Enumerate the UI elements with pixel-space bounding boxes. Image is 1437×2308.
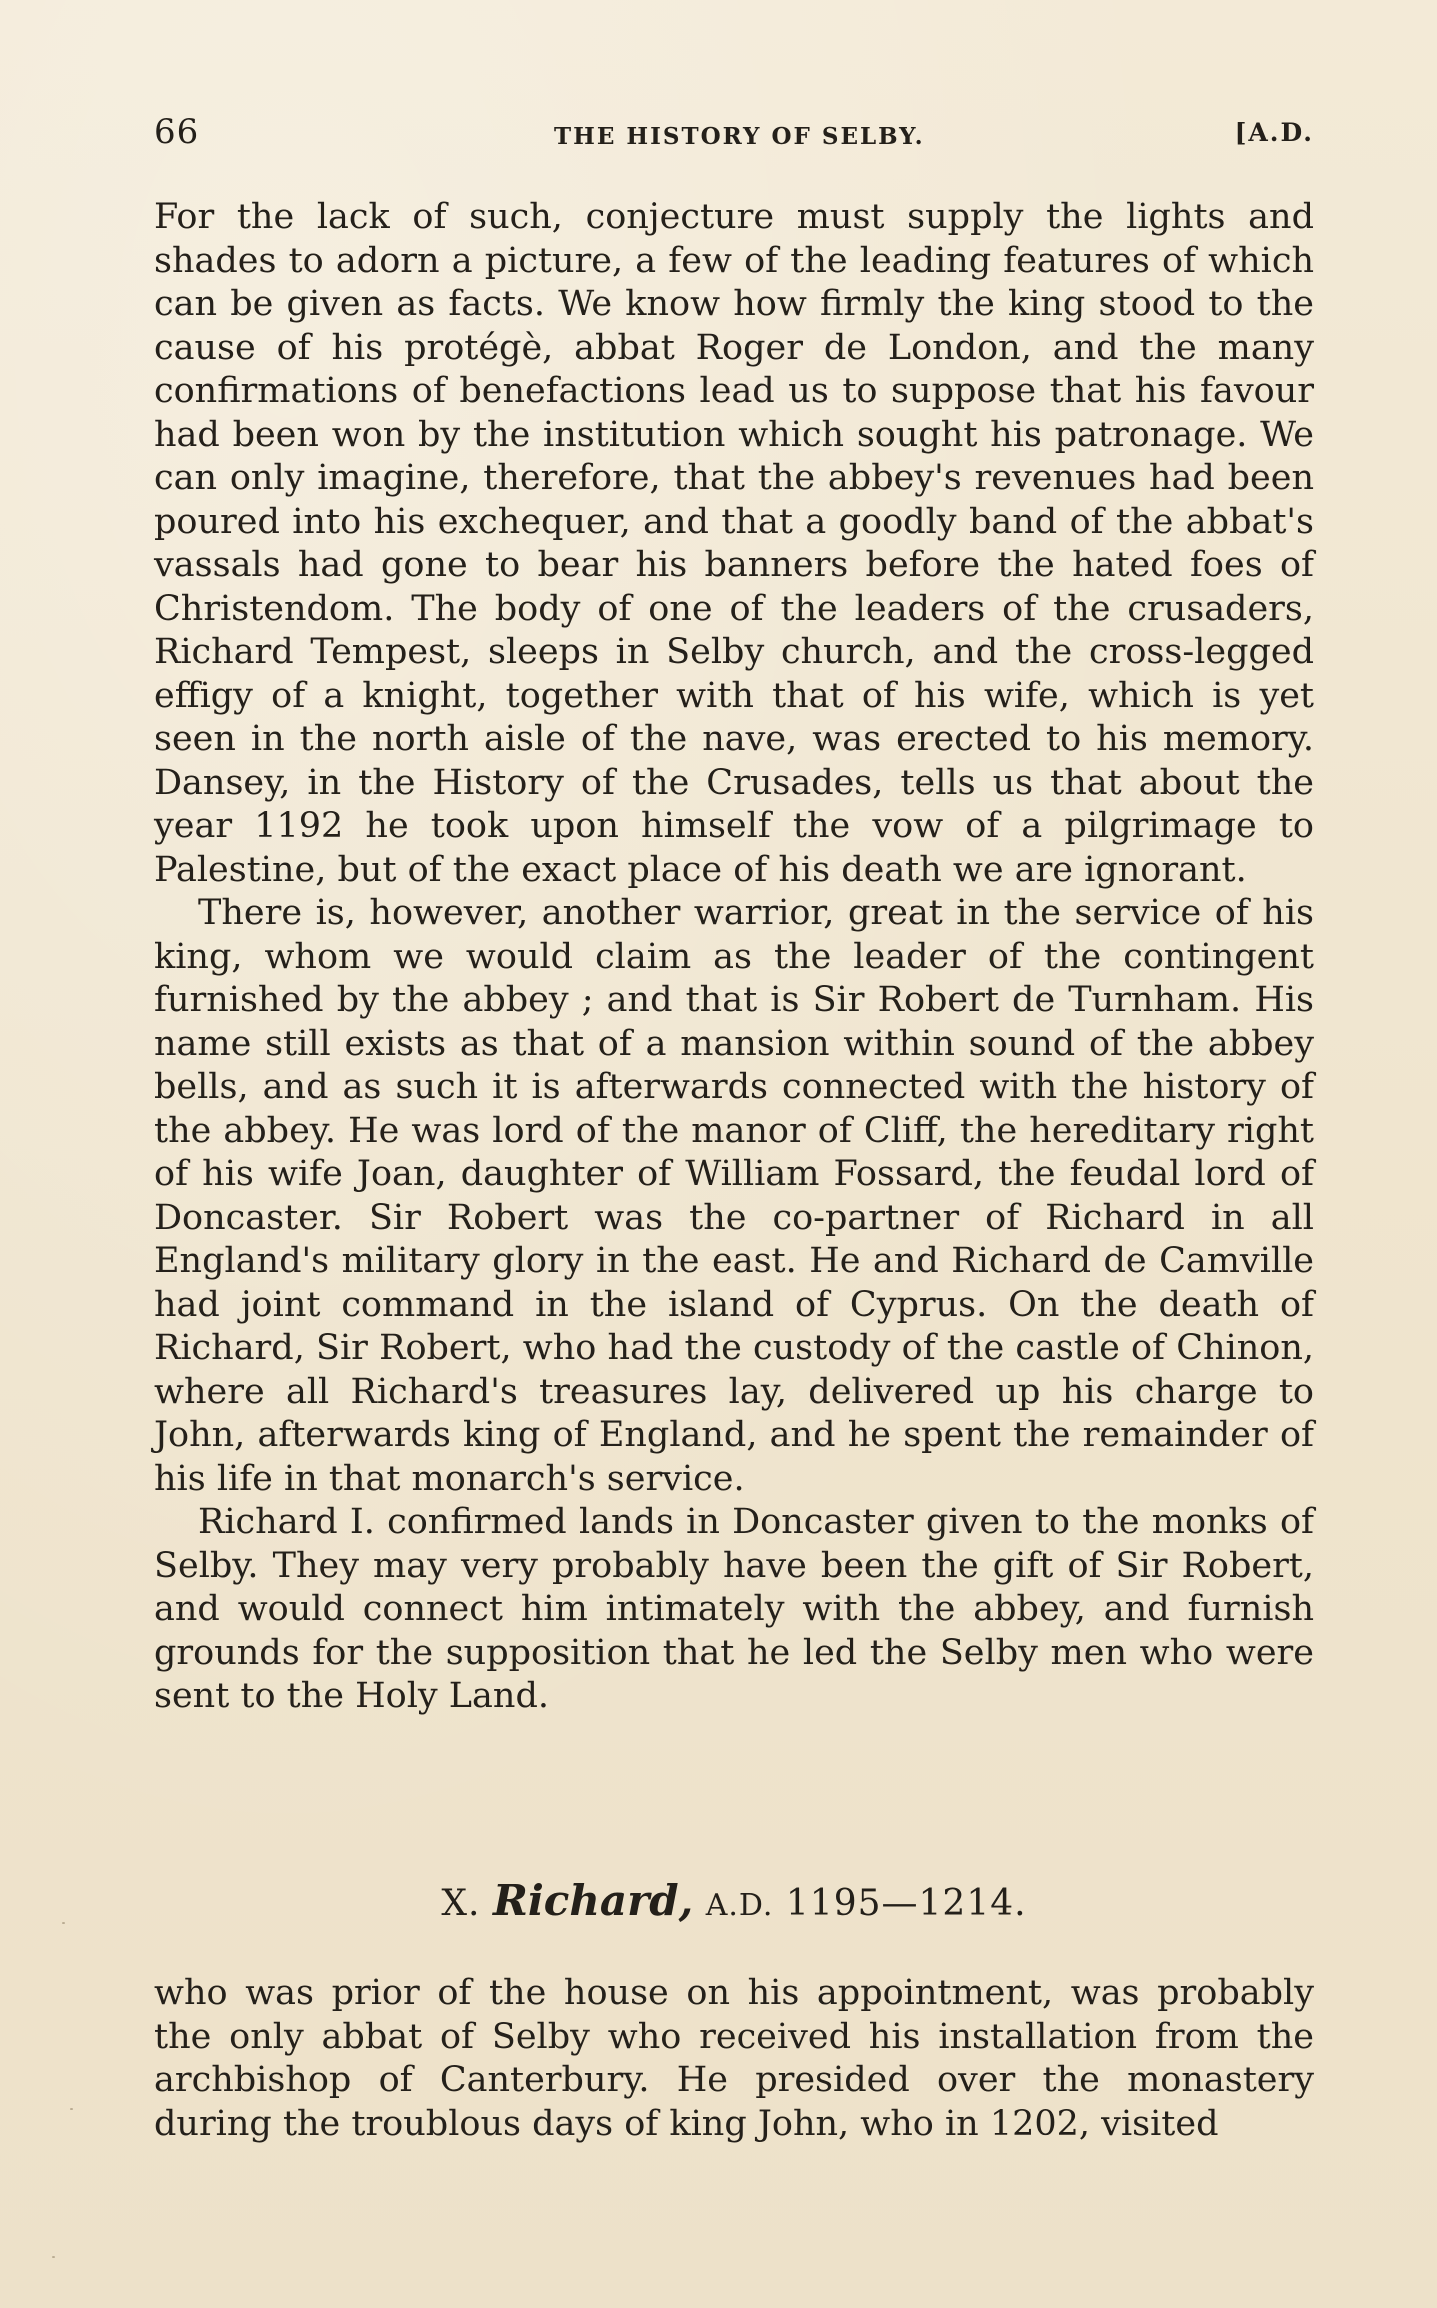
section-era: A.D. (705, 1888, 774, 1923)
section-heading (154, 1876, 1314, 1925)
paragraph-doncaster-lands: Richard I. confirmed lands in Doncaster given to the monks of Selby. They may very probably have been the gift of Sir Robert, and would connect him intimately with the abbey, and furnish grounds for the supposition that he led the Selby men who were sent to the Holy Land. (154, 1502, 1314, 1716)
section-name: Richard, (492, 1876, 694, 1925)
section-text (154, 1972, 1314, 2146)
running-head (154, 112, 1314, 162)
paragraph-robert-de-turnham: There is, however, another warrior, great in the service of his king, whom we would claim as the leader of the contingent furnished by the abbey ; and that is Sir Robert de Turnham. His name still exists as that of a mansion within sound of the abbey bells, and as such it is afterwards connected with the history of the abbey. He was lord of the manor of Cliff, the hereditary right of his wife Joan, daughter of William Fossard, the feudal lord of Doncaster. Sir Robert was the co-partner of Richard in all England's military glory in the east. He and Richard de Camville had joint command in the island of Cyprus. On the death of Richard, Sir Robert, who had the custody of the castle of Chinon, where all Richard's treasures lay, delivered up his charge to John, afterwards king of England, and he spent the remainder of his life in that monarch's service. (154, 893, 1314, 1499)
section-number: X. (441, 1883, 481, 1924)
paper-speck (52, 2256, 55, 2258)
paper-speck (62, 1922, 65, 1924)
running-title: THE HISTORY OF SELBY. (554, 123, 925, 150)
paragraph-crusaders: For the lack of such, conjecture must supply the lights and shades to adorn a picture, a few of the leading features of which can be given as facts. We know how firmly the king stood to the cause of his protégè, abbat Roger de London, and the many confirmations of benefactions lead us to suppose that his favour had been won by the institution which sought his patronage. We can only imagine, therefore, that the abbey's revenues had been poured into his exchequer, and that a goodly band of the abbat's vassals had gone to bear his banners before the hated foes of Christendom. The body of one of the leaders of the crusaders, Richard Tempest, sleeps in Selby church, and the cross-legged effigy of a knight, together with that of his wife, which is yet seen in the north aisle of the nave, was erected to his memory. Dansey, in the History of the Crusades, tells us that about the year 1192 he took upon himself the vow of a pilgrimage to Palestine, but of the exact place of his death we are ignorant. (154, 197, 1314, 890)
page-number: 66 (154, 112, 200, 152)
paragraph-abbat-richard: who was prior of the house on his appointment, was probably the only abbat of Selby who received his installation from the archbishop of Canterbury. He presided over the monastery during the troublous days of king John, who in 1202, visited (154, 1973, 1314, 2144)
running-date: [A.D. (1234, 118, 1314, 147)
paper-speck (70, 2108, 73, 2110)
main-text (154, 196, 1314, 1719)
section-years: 1195—1214. (785, 1883, 1027, 1924)
